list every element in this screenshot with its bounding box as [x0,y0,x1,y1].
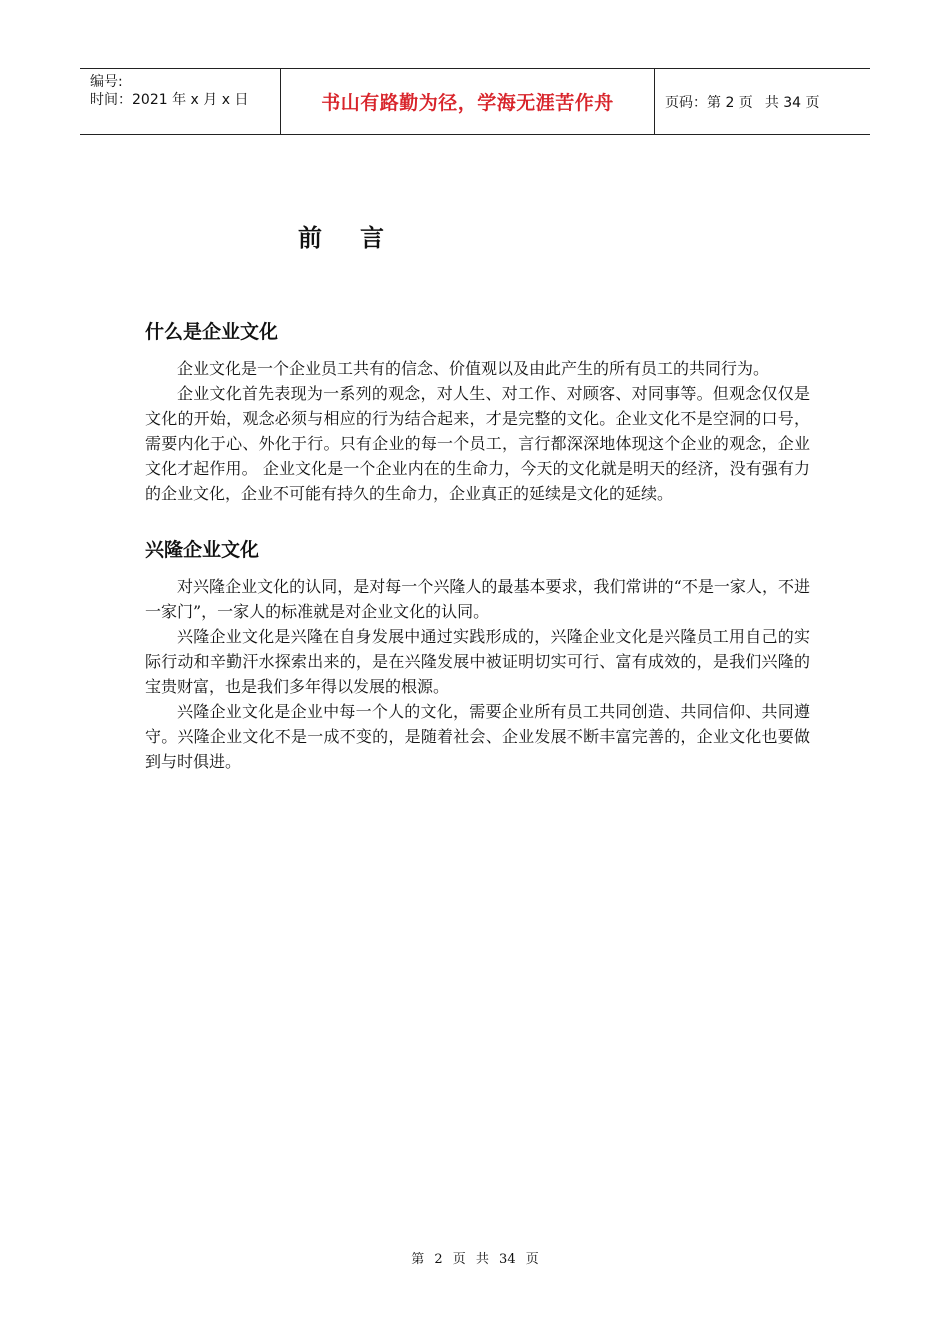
page-footer: 第 2 页 共 34 页 [411,1252,539,1267]
document-number-label: 编号: [90,74,123,90]
document-body [145,318,810,774]
paragraph: 兴隆企业文化是兴隆在自身发展中通过实践形成的，兴隆企业文化是兴隆员工用自己的实际行动和辛勤汗水探索出来的，是在兴隆发展中被证明切实可行、富有成效的，是我们兴隆的宝贵财富，也是我们多年得以发展的根源。 [145,627,810,696]
paragraph: 兴隆企业文化是企业中每一个人的文化，需要企业所有员工共同创造、共同信仰、共同遵守。兴隆企业文化不是一成不变的，是随着社会、企业发展不断丰富完善的，企业文化也要做到与时俱进。 [145,702,810,771]
header-page-number: 页码：第 2 页 [665,94,753,111]
paragraph: 企业文化首先表现为一系列的观念，对人生、对工作、对顾客、对同事等。但观念仅仅是文化的开始，观念必须与相应的行为结合起来，才是完整的文化。企业文化不是空洞的口号，需要内化于心、外化于行。只有企业的每一个员工，言行都深深地体现这个企业的观念，企业文化才起作用。 企业文化是一个企业内在的生命力，今天的文化就是明天的经济，没有强有力的企业文化，企业不可能有持久的生命力，企业真正的延续是文化的延续。 [145,384,810,503]
header-total-pages: 共 34 页 [764,94,820,111]
document-header [80,68,870,135]
header-page-info [655,69,870,134]
paragraph: 对兴隆企业文化的认同，是对每一个兴隆人的最基本要求，我们常讲的“不是一家人，不进一家门”，一家人的标准就是对企业文化的认同。 [145,577,810,621]
page-title: 前言 [298,224,422,252]
section-heading: 兴隆企业文化 [145,539,260,561]
section-xinglong-culture [145,536,810,774]
header-meta [80,69,280,134]
section-what-is-culture [145,318,810,506]
document-date-label: 时间：2021 年 x 月 x 日 [90,92,249,108]
header-motto: 书山有路勤为径，学海无涯苦作舟 [280,69,655,134]
section-heading: 什么是企业文化 [145,321,279,343]
paragraph: 企业文化是一个企业员工共有的信念、价值观以及由此产生的所有员工的共同行为。 [177,359,770,378]
